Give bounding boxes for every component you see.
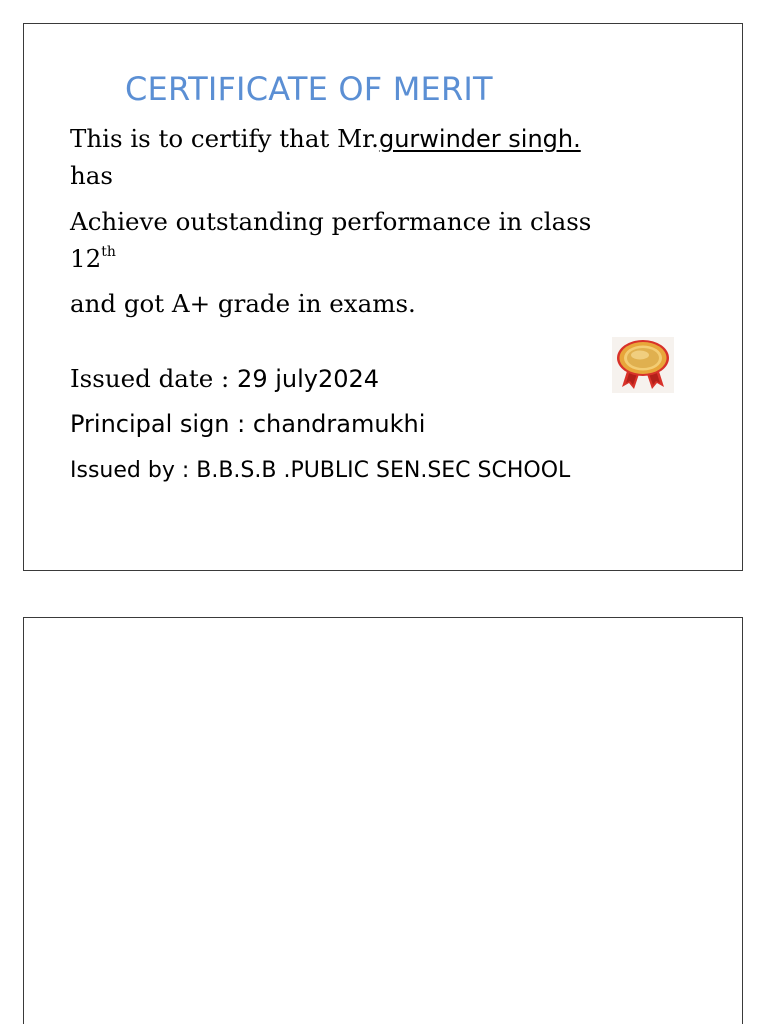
issued-date-label: Issued date : bbox=[70, 364, 238, 393]
issued-date-value: 29 july2024 bbox=[237, 365, 380, 393]
principal-sign-line: Principal sign : chandramukhi bbox=[70, 410, 426, 438]
recipient-name: gurwinder singh. bbox=[378, 125, 581, 153]
grade-line: and got A+ grade in exams. bbox=[70, 289, 416, 318]
certify-line bbox=[70, 124, 581, 153]
certify-suffix: has bbox=[70, 161, 113, 190]
achievement-line: Achieve outstanding performance in class bbox=[70, 207, 592, 236]
blank-slide bbox=[23, 617, 743, 1024]
class-superscript: th bbox=[101, 244, 116, 260]
medal-icon bbox=[612, 337, 674, 393]
class-number: 12 bbox=[70, 244, 102, 273]
issued-by-line: Issued by : B.B.S.B .PUBLIC SEN.SEC SCHOOL bbox=[70, 458, 571, 483]
certificate-title: CERTIFICATE OF MERIT bbox=[125, 70, 493, 108]
class-line bbox=[70, 244, 116, 273]
issued-date-line bbox=[70, 364, 379, 393]
certificate-slide bbox=[23, 23, 743, 571]
certify-prefix: This is to certify that Mr. bbox=[70, 124, 379, 153]
